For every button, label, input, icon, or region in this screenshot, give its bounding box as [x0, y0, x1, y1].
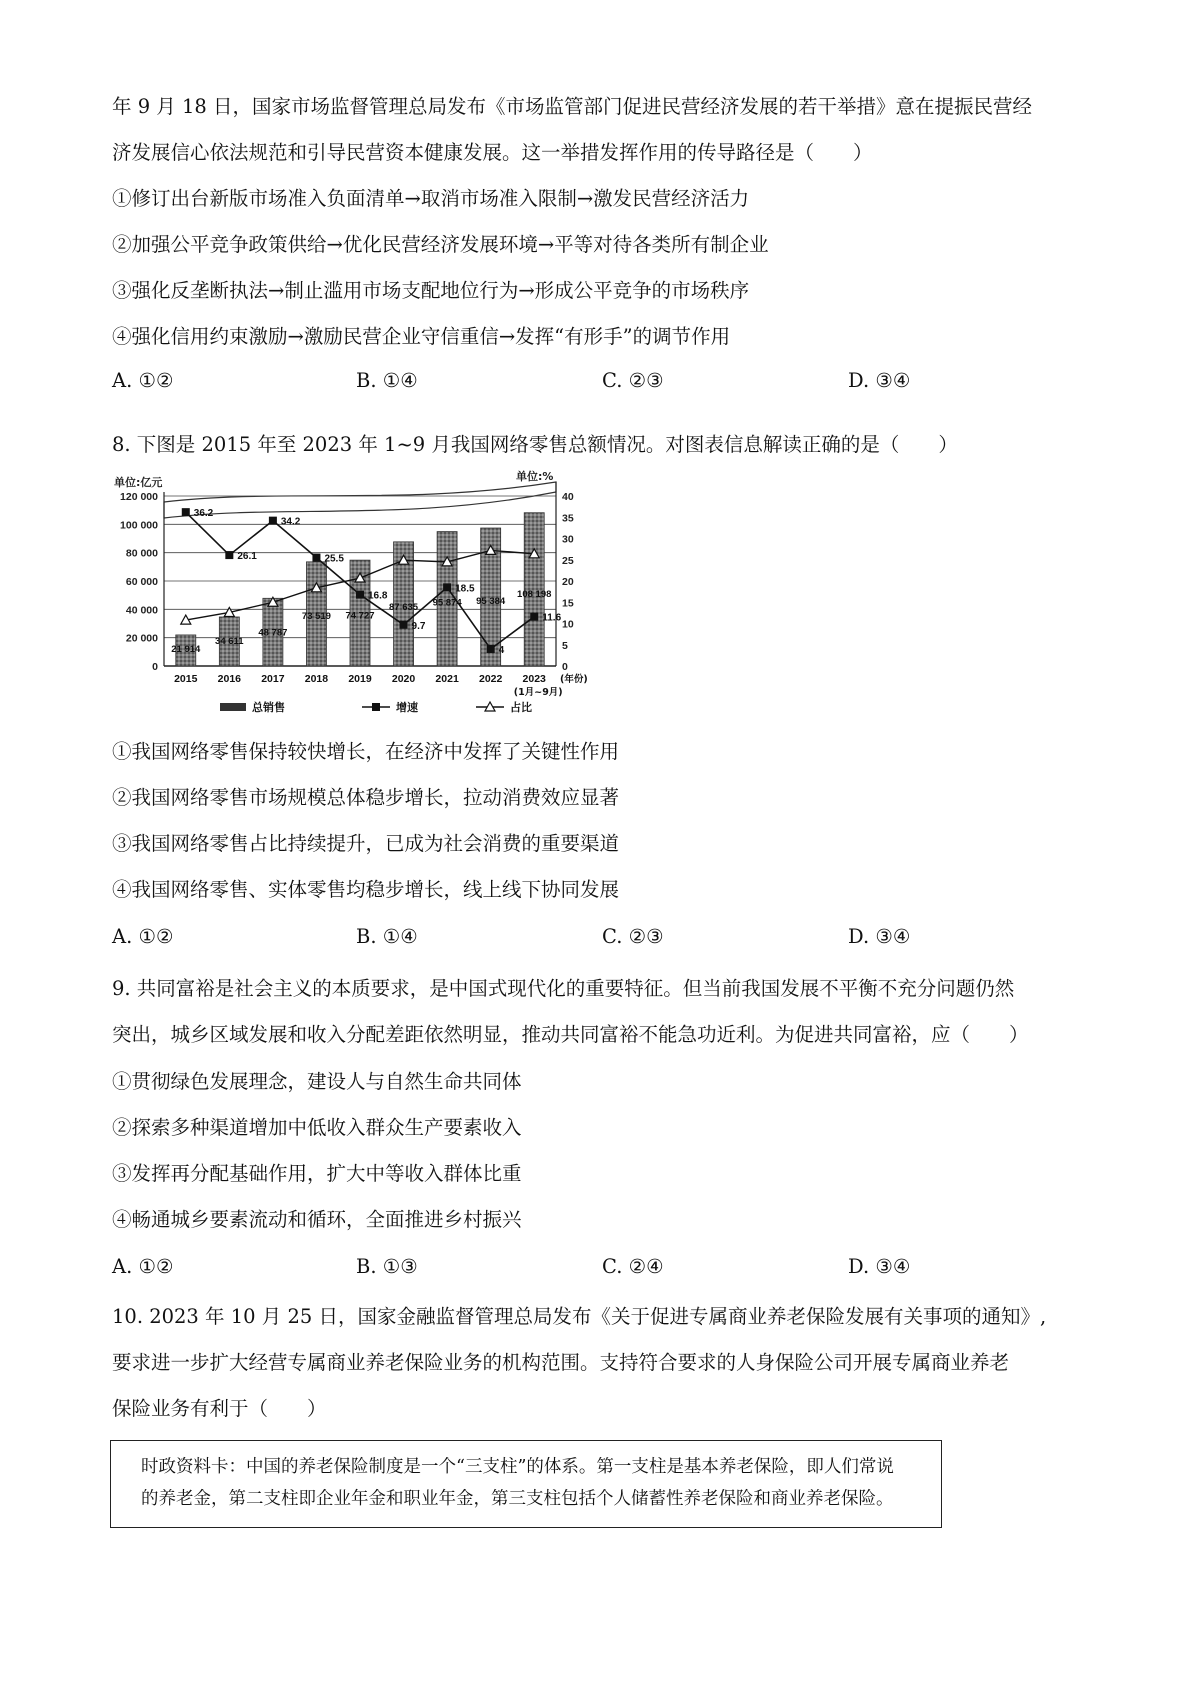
q7-item-4: ④强化信用约束激励→激励民营企业守信重信→发挥“有形手”的调节作用	[112, 325, 731, 348]
x-tick-label: 2016	[217, 673, 242, 685]
chart-top-band	[164, 482, 556, 518]
sales-bar-label: 87 635	[389, 602, 419, 614]
right-tick-label: 10	[562, 618, 574, 631]
right-tick-label: 15	[562, 597, 574, 610]
growth-label: 18.5	[455, 583, 475, 595]
q9-option-d[interactable]: D. ③④	[848, 1255, 911, 1278]
left-tick-label: 80 000	[125, 547, 158, 560]
q9-item-2: ②探索多种渠道增加中低收入群众生产要素收入	[112, 1116, 522, 1139]
left-unit-label: 单位:亿元	[114, 476, 163, 489]
x-tick-label: 2023	[522, 673, 546, 685]
q9-option-c[interactable]: C. ②④	[602, 1255, 664, 1278]
growth-point	[269, 517, 277, 525]
x-tick-label: 2022	[478, 673, 503, 685]
q9-option-b[interactable]: B. ①③	[356, 1255, 418, 1278]
x-tick-label: 2019	[348, 673, 372, 685]
x-unit-label: (年份)	[560, 674, 588, 685]
retail-chart-svg	[100, 468, 608, 726]
growth-point	[312, 554, 320, 562]
left-tick-label: 100 000	[120, 519, 158, 532]
q9-stem-line1: 9. 共同富裕是社会主义的本质要求，是中国式现代化的重要特征。但当前我国发展不平衡不充分问题仍然	[112, 977, 1015, 1000]
legend-growth-label: 增速	[396, 701, 418, 714]
q8-option-a[interactable]: A. ①②	[112, 925, 174, 948]
right-unit-label: 单位:%	[516, 470, 554, 483]
q8-item-2: ②我国网络零售市场规模总体稳步增长，拉动消费效应显著	[112, 786, 620, 809]
sales-bar-label: 21 914	[171, 644, 201, 656]
growth-point	[530, 613, 538, 621]
x-tick-label: 2017	[261, 673, 285, 685]
q7-item-3: ③强化反垄断执法→制止滥用市场支配地位行为→形成公平竞争的市场秩序	[112, 279, 750, 302]
q8-option-c[interactable]: C. ②③	[602, 925, 664, 948]
right-tick-label: 0	[562, 661, 568, 673]
q8-item-1: ①我国网络零售保持较快增长，在经济中发挥了关键性作用	[112, 740, 620, 763]
left-tick-label: 120 000	[120, 491, 158, 503]
growth-label: 16.8	[368, 590, 388, 602]
sales-bar-label: 74 727	[345, 610, 375, 622]
q7-option-d[interactable]: D. ③④	[848, 369, 911, 392]
sales-bar-label: 73 519	[301, 611, 331, 623]
growth-label: 36.2	[193, 508, 214, 520]
info-card-line2: 的养老金，第二支柱即企业年金和职业年金，第三支柱包括个人储蓄性养老保险和商业养老保险。	[141, 1489, 894, 1509]
q7-stem-line2: 济发展信心依法规范和引导民营资本健康发展。这一举措发挥作用的传导路径是（ ）	[112, 141, 873, 164]
x-tick-label: 2020	[391, 673, 416, 685]
right-tick-label: 25	[562, 554, 574, 567]
q8-item-3: ③我国网络零售占比持续提升，已成为社会消费的重要渠道	[112, 832, 620, 855]
legend-sales-label: 总销售	[252, 701, 285, 714]
growth-label: 4	[498, 645, 505, 656]
q7-stem-line1: 年 9 月 18 日，国家市场监督管理总局发布《市场监管部门促进民营经济发展的若干举措》意在提振民营经	[112, 95, 1033, 118]
right-tick-label: 35	[562, 512, 574, 525]
right-tick-label: 30	[562, 533, 574, 546]
left-tick-label: 40 000	[125, 604, 158, 617]
q9-item-1: ①贯彻绿色发展理念，建设人与自然生命共同体	[112, 1070, 522, 1093]
sales-bar-label: 108 198	[517, 589, 552, 601]
legend-share-label: 占比	[510, 701, 532, 714]
growth-point	[443, 583, 451, 591]
retail-chart	[100, 468, 608, 726]
legend-bar-swatch	[220, 703, 246, 711]
left-tick-label: 0	[152, 661, 158, 673]
q9-stem-line2: 突出，城乡区域发展和收入分配差距依然明显，推动共同富裕不能急功近利。为促进共同富裕，应（ ）	[112, 1023, 1029, 1046]
growth-label: 25.5	[324, 553, 344, 565]
right-tick-label: 5	[562, 639, 568, 652]
sales-bar-label: 48 787	[258, 627, 288, 639]
growth-point	[225, 551, 233, 559]
growth-point	[487, 645, 495, 653]
left-tick-label: 20 000	[125, 632, 158, 645]
x-category-note: (1月~9月)	[513, 687, 563, 698]
right-tick-label: 20	[562, 576, 574, 588]
q8-stem: 8. 下图是 2015 年至 2023 年 1~9 月我国网络零售总额情况。对图表信息解读正确的是（ ）	[112, 433, 958, 456]
q8-option-d[interactable]: D. ③④	[848, 925, 911, 948]
q7-option-a[interactable]: A. ①②	[112, 369, 174, 392]
q7-item-2: ②加强公平竞争政策供给→优化民营经济发展环境→平等对待各类所有制企业	[112, 233, 769, 256]
q7-item-1: ①修订出台新版市场准入负面清单→取消市场准入限制→激发民营经济活力	[112, 187, 750, 210]
info-card-line1: 时政资料卡：中国的养老保险制度是一个“三支柱”的体系。第一支柱是基本养老保险，即人们常说	[141, 1457, 894, 1477]
q10-stem-line1: 10. 2023 年 10 月 25 日，国家金融监督管理总局发布《关于促进专属商业养老保险发展有关事项的通知》,	[112, 1305, 1047, 1328]
growth-point	[356, 591, 364, 599]
x-tick-label: 2018	[304, 673, 329, 685]
q9-item-3: ③发挥再分配基础作用，扩大中等收入群体比重	[112, 1162, 522, 1185]
x-tick-label: 2021	[435, 673, 459, 685]
q10-stem-line2: 要求进一步扩大经营专属商业养老保险业务的机构范围。支持符合要求的人身保险公司开展专属商业养老	[112, 1351, 1010, 1374]
growth-point	[400, 621, 408, 629]
growth-label: 34.2	[280, 516, 301, 528]
q9-item-4: ④畅通城乡要素流动和循环，全面推进乡村振兴	[112, 1208, 522, 1231]
x-tick-label: 2015	[174, 673, 198, 685]
q7-option-b[interactable]: B. ①④	[356, 369, 418, 392]
sales-bar-label: 95 384	[476, 595, 506, 607]
info-card	[110, 1440, 942, 1528]
growth-label: 26.1	[237, 551, 257, 563]
growth-point	[182, 508, 190, 516]
left-tick-label: 60 000	[125, 576, 158, 588]
q8-item-4: ④我国网络零售、实体零售均稳步增长，线上线下协同发展	[112, 878, 620, 901]
q7-option-c[interactable]: C. ②③	[602, 369, 664, 392]
q9-option-a[interactable]: A. ①②	[112, 1255, 174, 1278]
growth-label: 9.7	[411, 620, 426, 632]
sales-bar-label: 95 874	[432, 597, 462, 609]
q8-option-b[interactable]: B. ①④	[356, 925, 418, 948]
right-tick-label: 40	[562, 491, 574, 503]
growth-label: 11.6	[542, 612, 562, 624]
legend-growth-marker	[372, 703, 380, 711]
q10-stem-line3: 保险业务有利于（ ）	[112, 1397, 327, 1420]
sales-bar-label: 34 611	[215, 635, 244, 647]
